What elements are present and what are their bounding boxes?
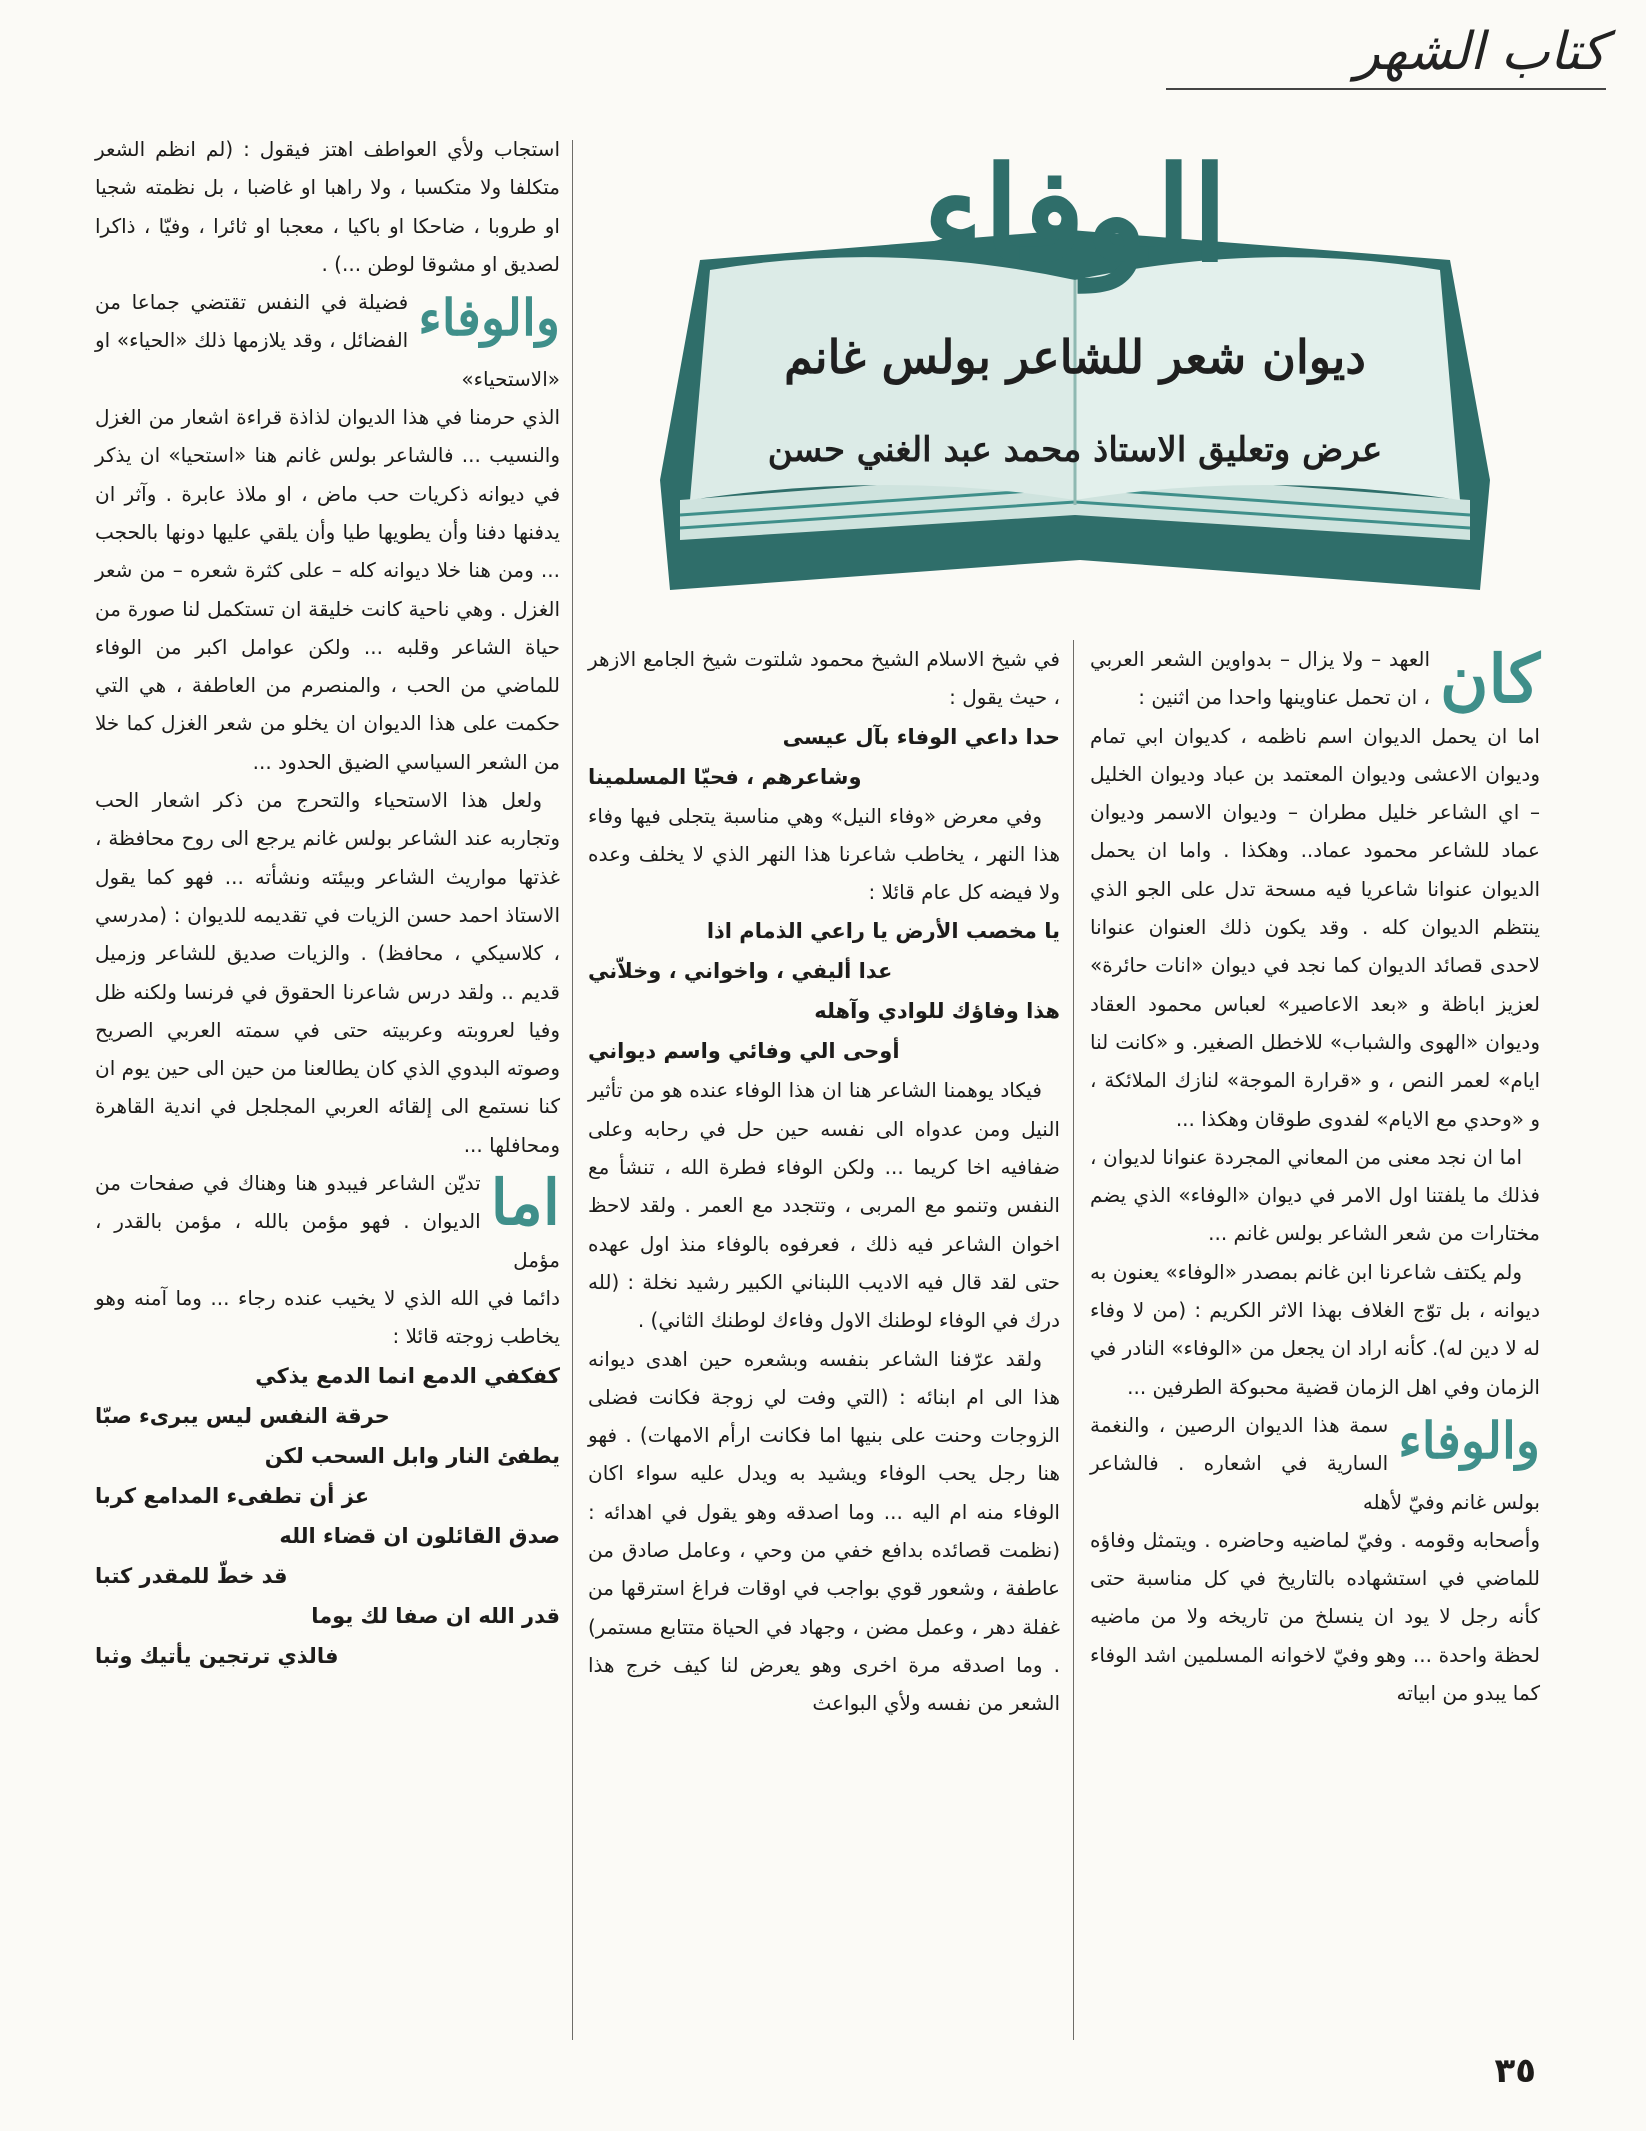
paragraph: وأصحابه وقومه . وفيّ لماضيه وحاضره . ويتمثل وفاؤه للماضي في استشهاده بالتاريخ في كل مناسبة حتى كأنه رجل لا يود ان ينسلخ من تاريخه ولا من ماضيه لحظة واحدة ... وهو وفيّ لاخوانه المسلمين اشد الوفاء كما يبدو من ابياته — [1090, 1527, 1540, 1706]
dropcap-alwafa: والوفاء — [418, 288, 560, 348]
section-title: كتاب الشهر — [1354, 22, 1606, 82]
verse-line: يا مخصب الأرض يا راعي الذمام اذا — [706, 919, 1060, 944]
paragraph: تديّن الشاعر فيبدو هنا وهناك في صفحات من الديوان . فهو مؤمن بالله ، مؤمن بالقدر ، مؤمل — [95, 1171, 560, 1272]
banner-title: الوفاء — [922, 138, 1228, 291]
paragraph: في شيخ الاسلام الشيخ محمود شلتوت شيخ الجامع الازهر ، حيث يقول : — [588, 647, 1060, 710]
paragraph: ولم يكتف شاعرنا ابن غانم بمصدر «الوفاء» يعنون به ديوانه ، بل توّج الغلاف بهذا الاثر الكريم : (من لا وفاء له لا دين له). كأنه اراد ان يجعل من «الوفاء» النادر في الزمان وفي اهل الزمان قضية محبوكة الطرفين ... — [1090, 1259, 1540, 1399]
dropcap-kan: كان — [1440, 640, 1540, 718]
article-column-middle — [588, 640, 1060, 1723]
paragraph: الذي حرمنا في هذا الديوان لذاذة قراءة اشعار من الغزل والنسيب ... فالشاعر بولس غانم هنا «استحيا» ان يذكر في ديوانه ذكريات حب ماض ، او ملاذ عابرة . وآثر ان يدفنها دفنا وأن يطويها طيا وأن يلقي عليها دونها بالحجب ... ومن هنا خلا ديوانه كله – على كثرة شعره – من شعر الغزل . وهي ناحية كانت خليقة ان تستكمل لنا صورة من حياة الشاعر وقلبه ... ولكن عوامل اكبر من الوفاء للماضي من الحب ، والمنصرم من العاطفة ، هي التي حكمت على هذا الديوان ان يخلو من شعر الغزل كما خلا من الشعر السياسي الضيق الحدود ... — [95, 405, 560, 774]
column-divider-right — [1073, 640, 1074, 2040]
verse-line: حرقة النفس ليس يبرىء صبّا — [95, 1403, 390, 1428]
dropcap-amma: اما — [490, 1166, 560, 1240]
verse-line: فالذي ترتجين يأتيك وثبا — [95, 1643, 339, 1668]
paragraph: ولقد عرّفنا الشاعر بنفسه وبشعره حين اهدى ديوانه هذا الى ام ابنائه : (التي وفت لي زوجة فكانت فضلى الزوجات وحنت على بنيها اما فكانت ارأم الامهات) . فهو هنا رجل يحب الوفاء ويشيد به ويدل عليه سواء اكان الوفاء منه ام اليه ... وما اصدقه وهو يقول في اهدائه : (نظمت قصائده بدافع خفي من وحي ، وعامل صادق من عاطفة ، وشعور قوي بواجب في اوقات فراغ استرقها من غفلة دهر ، وعمل مضن ، وجهاد في الحياة متتابع مستمر) . وما اصدقه مرة اخرى وهو يعرض لنا كيف خرج هذا الشعر من نفسه ولأي البواعث — [588, 1346, 1060, 1716]
paragraph: فضيلة في النفس تقتضي جماعا من الفضائل ، وقد يلازمها ذلك «الحياء» او «الاستحياء» — [95, 290, 560, 391]
dropcap-alwafa: والوفاء — [1398, 1410, 1540, 1470]
verse-line: حدا داعي الوفاء بآل عيسى — [782, 724, 1060, 749]
verse-line: هذا وفاؤك للوادي وآهله — [814, 999, 1060, 1024]
paragraph: اما ان نجد معنى من المعاني المجردة عنوانا لديوان ، فذلك ما يلفتنا اول الامر في ديوان «الوفاء» الذي يضم مختارات من شعر الشاعر بولس غانم ... — [1090, 1144, 1540, 1246]
verse-line: قدر الله ان صفا لك يوما — [311, 1603, 560, 1628]
verse-line: صدق القائلون ان قضاء الله — [279, 1523, 560, 1548]
verse-line: كفكفي الدمع انما الدمع يذكي — [255, 1363, 560, 1388]
verse-line: وشاعرهم ، فحيّا المسلمينا — [588, 764, 862, 789]
verse-line: يطفئ النار وابل السحب لكن — [264, 1443, 560, 1468]
article-column-right — [1090, 640, 1540, 1712]
paragraph: اما ان يحمل الديوان اسم ناظمه ، كديوان ابي تمام وديوان الاعشى وديوان المعتمد بن عباد وديوان الخليل – اي الشاعر خليل مطران – وديوان الاسمر وديوان عماد للشاعر محمود عماد.. وهكذا . واما ان يحمل الديوان عنوانا شاعريا فيه مسحة تدل على الجو الذي ينتظم الديوان كله . وقد يكون ذلك العنوان عنوانا لاحدى قصائد الديوان كما نجد في ديوان «انات حائرة» لعزيز اباظة و «بعد الاعاصير» لعباس محمود العقاد وديوان «الهوى والشباب» للاخطل الصغير. و «كانت لنا ايام» لعمر النص ، و «قرارة الموجة» لنازك الملائكة ، و «وحدي مع الايام» لفدوى طوقان وهكذا ... — [1090, 723, 1540, 1131]
paragraph: سمة هذا الديوان الرصين ، والنغمة السارية في اشعاره . فالشاعر بولس غانم وفيّ لأهله — [1090, 1412, 1540, 1514]
paragraph: ولعل هذا الاستحياء والتحرج من ذكر اشعار الحب وتجاربه عند الشاعر بولس غانم يرجع الى روح محافظة ، غذتها مواريث الشاعر وبيئته ونشأته ... فهو كما يقول الاستاذ احمد حسن الزيات في تقديمه للديوان : (مدرسي ، كلاسيكي ، محافظ) . والزيات صديق للشاعر وزميل قديم .. ولقد درس شاعرنا الحقوق في فرنسا ولكنه ظل وفيا لعروبته وعربيته حتى في سمته العربي الصريح وصوته البدوي الذي كان يطالعنا من حين الى حين يوم ان كنا نستمع الى إلقائه العربي المجلجل في اندية القاهرة ومحافلها ... — [95, 788, 560, 1157]
banner-subtitle: ديوان شعر للشاعر بولس غانم — [784, 330, 1366, 384]
verse-line: عز أن تطفىء المدامع كربا — [95, 1483, 370, 1508]
article-column-left — [95, 130, 560, 1676]
section-title-underline — [1166, 88, 1606, 90]
paragraph: العهد – ولا يزال – بدواوين الشعر العربي ، ان تحمل عناوينها واحدا من اثنين : — [1090, 647, 1430, 710]
page-number: ٣٥ — [1494, 2051, 1536, 2091]
banner-byline: عرض وتعليق الاستاذ محمد عبد الغني حسن — [767, 430, 1383, 470]
paragraph: دائما في الله الذي لا يخيب عنده رجاء ... وما آمنه وهو يخاطب زوجته قائلا : — [95, 1285, 560, 1349]
paragraph: استجاب ولأي العواطف اهتز فيقول : (لم انظم الشعر متكلفا ولا متكسبا ، ولا راهبا او غاضبا ، بل نظمته شجيا او طروبا ، ضاحكا او باكيا ، معجبا او ثائرا ، وفيّا ، ذاكرا لصديق او مشوقا لوطن ...) . — [95, 137, 560, 276]
verse-line: عدا أليفي ، واخواني ، وخلاّني — [588, 959, 893, 984]
verse-line: قد خطّ للمقدر كتبا — [95, 1563, 288, 1588]
column-divider-left — [572, 140, 573, 2040]
verse-line: أوحى الي وفائي واسم ديواني — [588, 1039, 900, 1064]
paragraph: فيكاد يوهمنا الشاعر هنا ان هذا الوفاء عنده هو من تأثير النيل ومن عدواه الى نفسه حين حل في رحابه وعلى ضفافيه اخا كريما ... ولكن الوفاء فطرة الله ، تنشأ مع النفس وتنمو مع المربى ، وتتجدد مع العمر . ولقد لاحظ اخوان الشاعر فيه ذلك ، فعرفوه بالوفاء منذ اول عهده حتى لقد قال فيه الاديب اللبناني الكبير رشيد نخلة : (لله درك في الوفاء لوطنك الاول وفاءك لوطنك الثاني) . — [588, 1078, 1060, 1333]
paragraph: وفي معرض «وفاء النيل» وهي مناسبة يتجلى فيها وفاء هذا النهر ، يخاطب شاعرنا هذا النهر الذي لا يخلف وعده ولا فيضه كل عام قائلا : — [588, 803, 1060, 905]
